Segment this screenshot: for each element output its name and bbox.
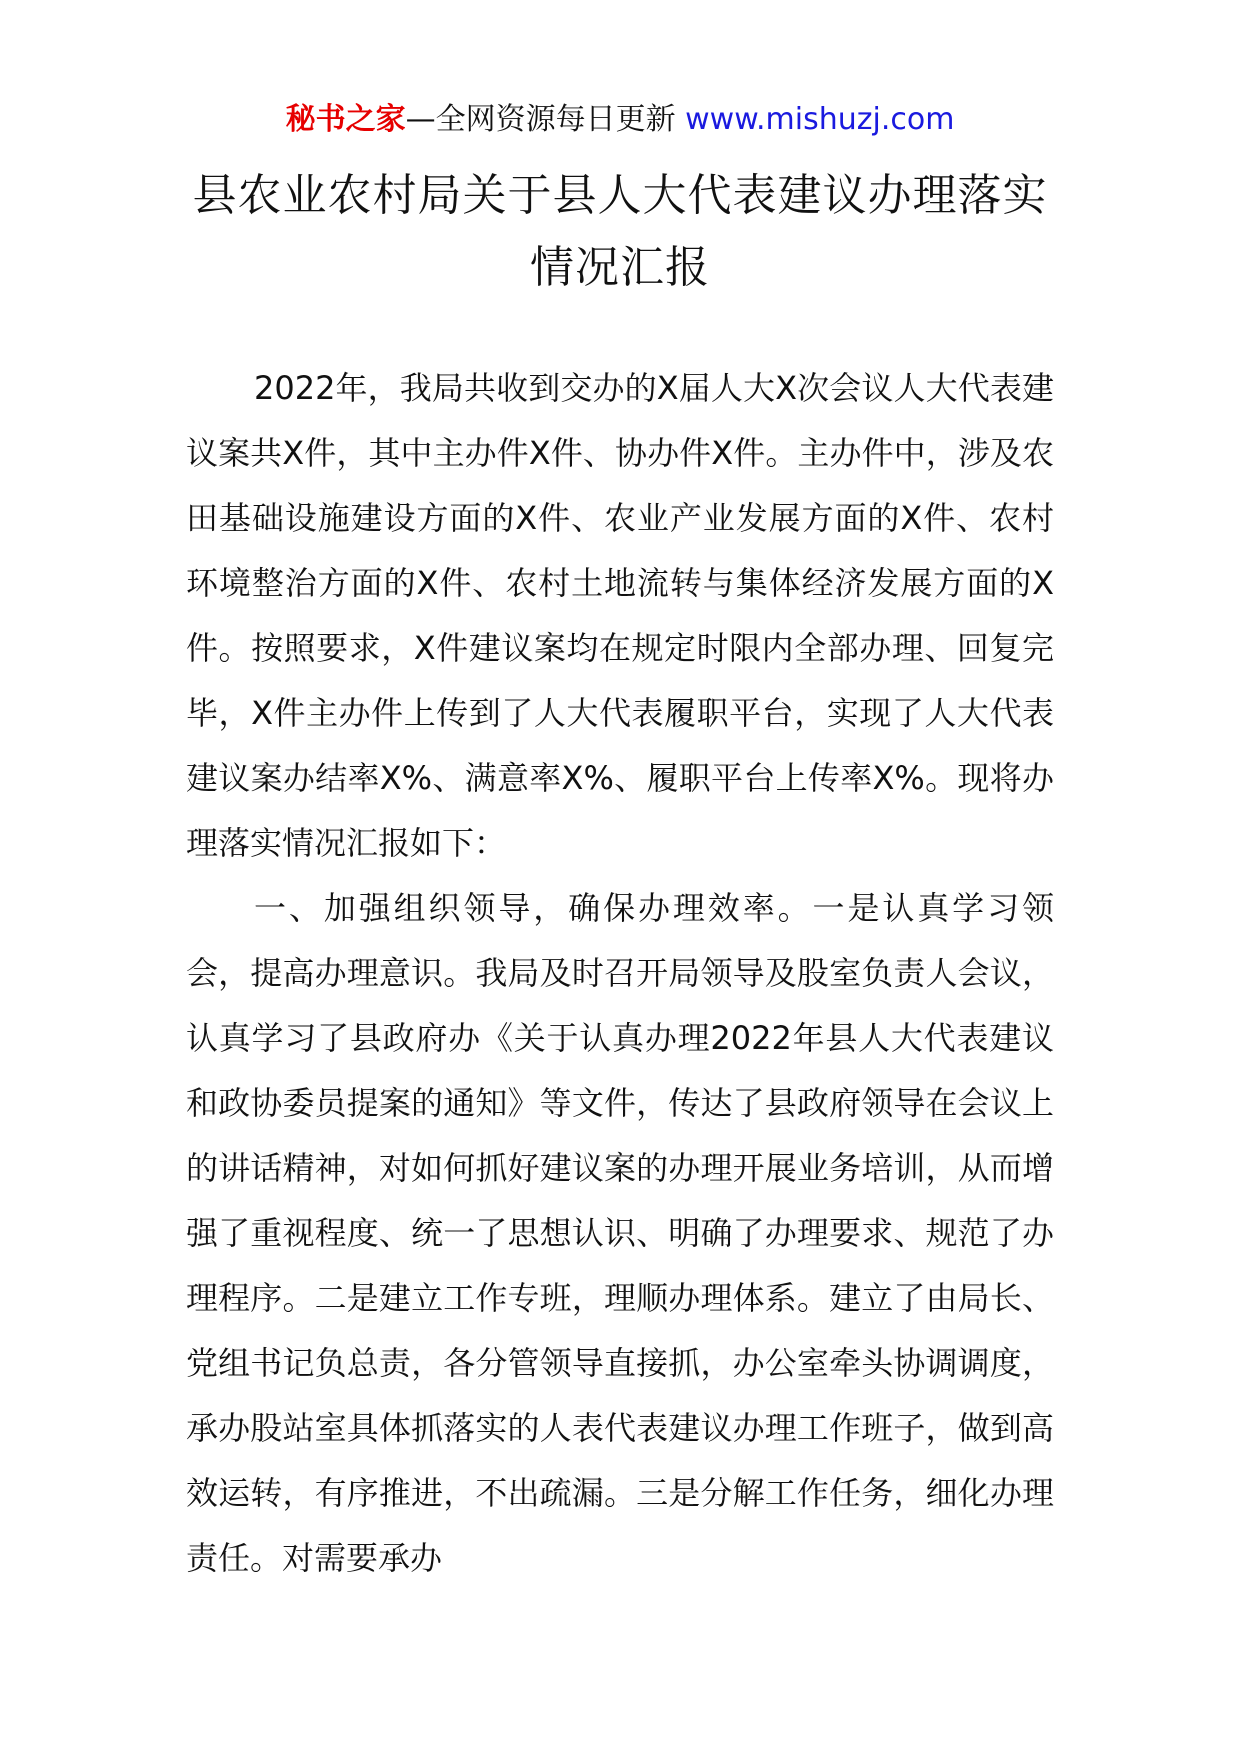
site-url-link[interactable]: www.mishuzj.com [685,102,955,137]
document-body [186,356,1054,1591]
site-header [0,100,1240,140]
section-1-text: 一是认真学习领会，提高办理意识。我局及时召开局领导及股室负责人会议，认真学习了县政府办《关于认真办理2022年县人大代表建议和政协委员提案的通知》等文件，传达了县政府领导在会议上的讲话精神，对如何抓好建议案的办理开展业务培训，从而增强了重视程度、统一了思想认识、明确了办理要求、规范了办理程序。二是建立工作专班，理顺办理体系。建立了由局长、党组书记负总责，各分管领导直接抓，办公室牵头协调调度，承办股站室具体抓落实的人表代表建议办理工作班子，做到高效运转，有序推进，不出疏漏。三是分解工作任务，细化办理责任。对需要承办 [186,889,1054,1577]
header-tagline: —全网资源每日更新 [405,102,686,137]
section-1-heading: 一、加强组织领导，确保办理效率。 [254,889,813,927]
section-1-paragraph [186,876,1054,1591]
document-title: 县农业农村局关于县人大代表建议办理落实情况汇报 [192,170,1048,293]
brand-name: 秘书之家 [285,102,406,137]
intro-paragraph: 2022年，我局共收到交办的X届人大X次会议人大代表建议案共X件，其中主办件X件、协办件X件。主办件中，涉及农田基础设施建设方面的X件、农业产业发展方面的X件、农村环境整治方面的X件、农村土地流转与集体经济发展方面的X件。按照要求，X件建议案均在规定时限内全部办理、回复完毕，X件主办件上传到了人大代表履职平台，实现了人大代表建议案办结率X%、满意率X%、履职平台上传率X%。现将办理落实情况汇报如下： [186,369,1054,862]
